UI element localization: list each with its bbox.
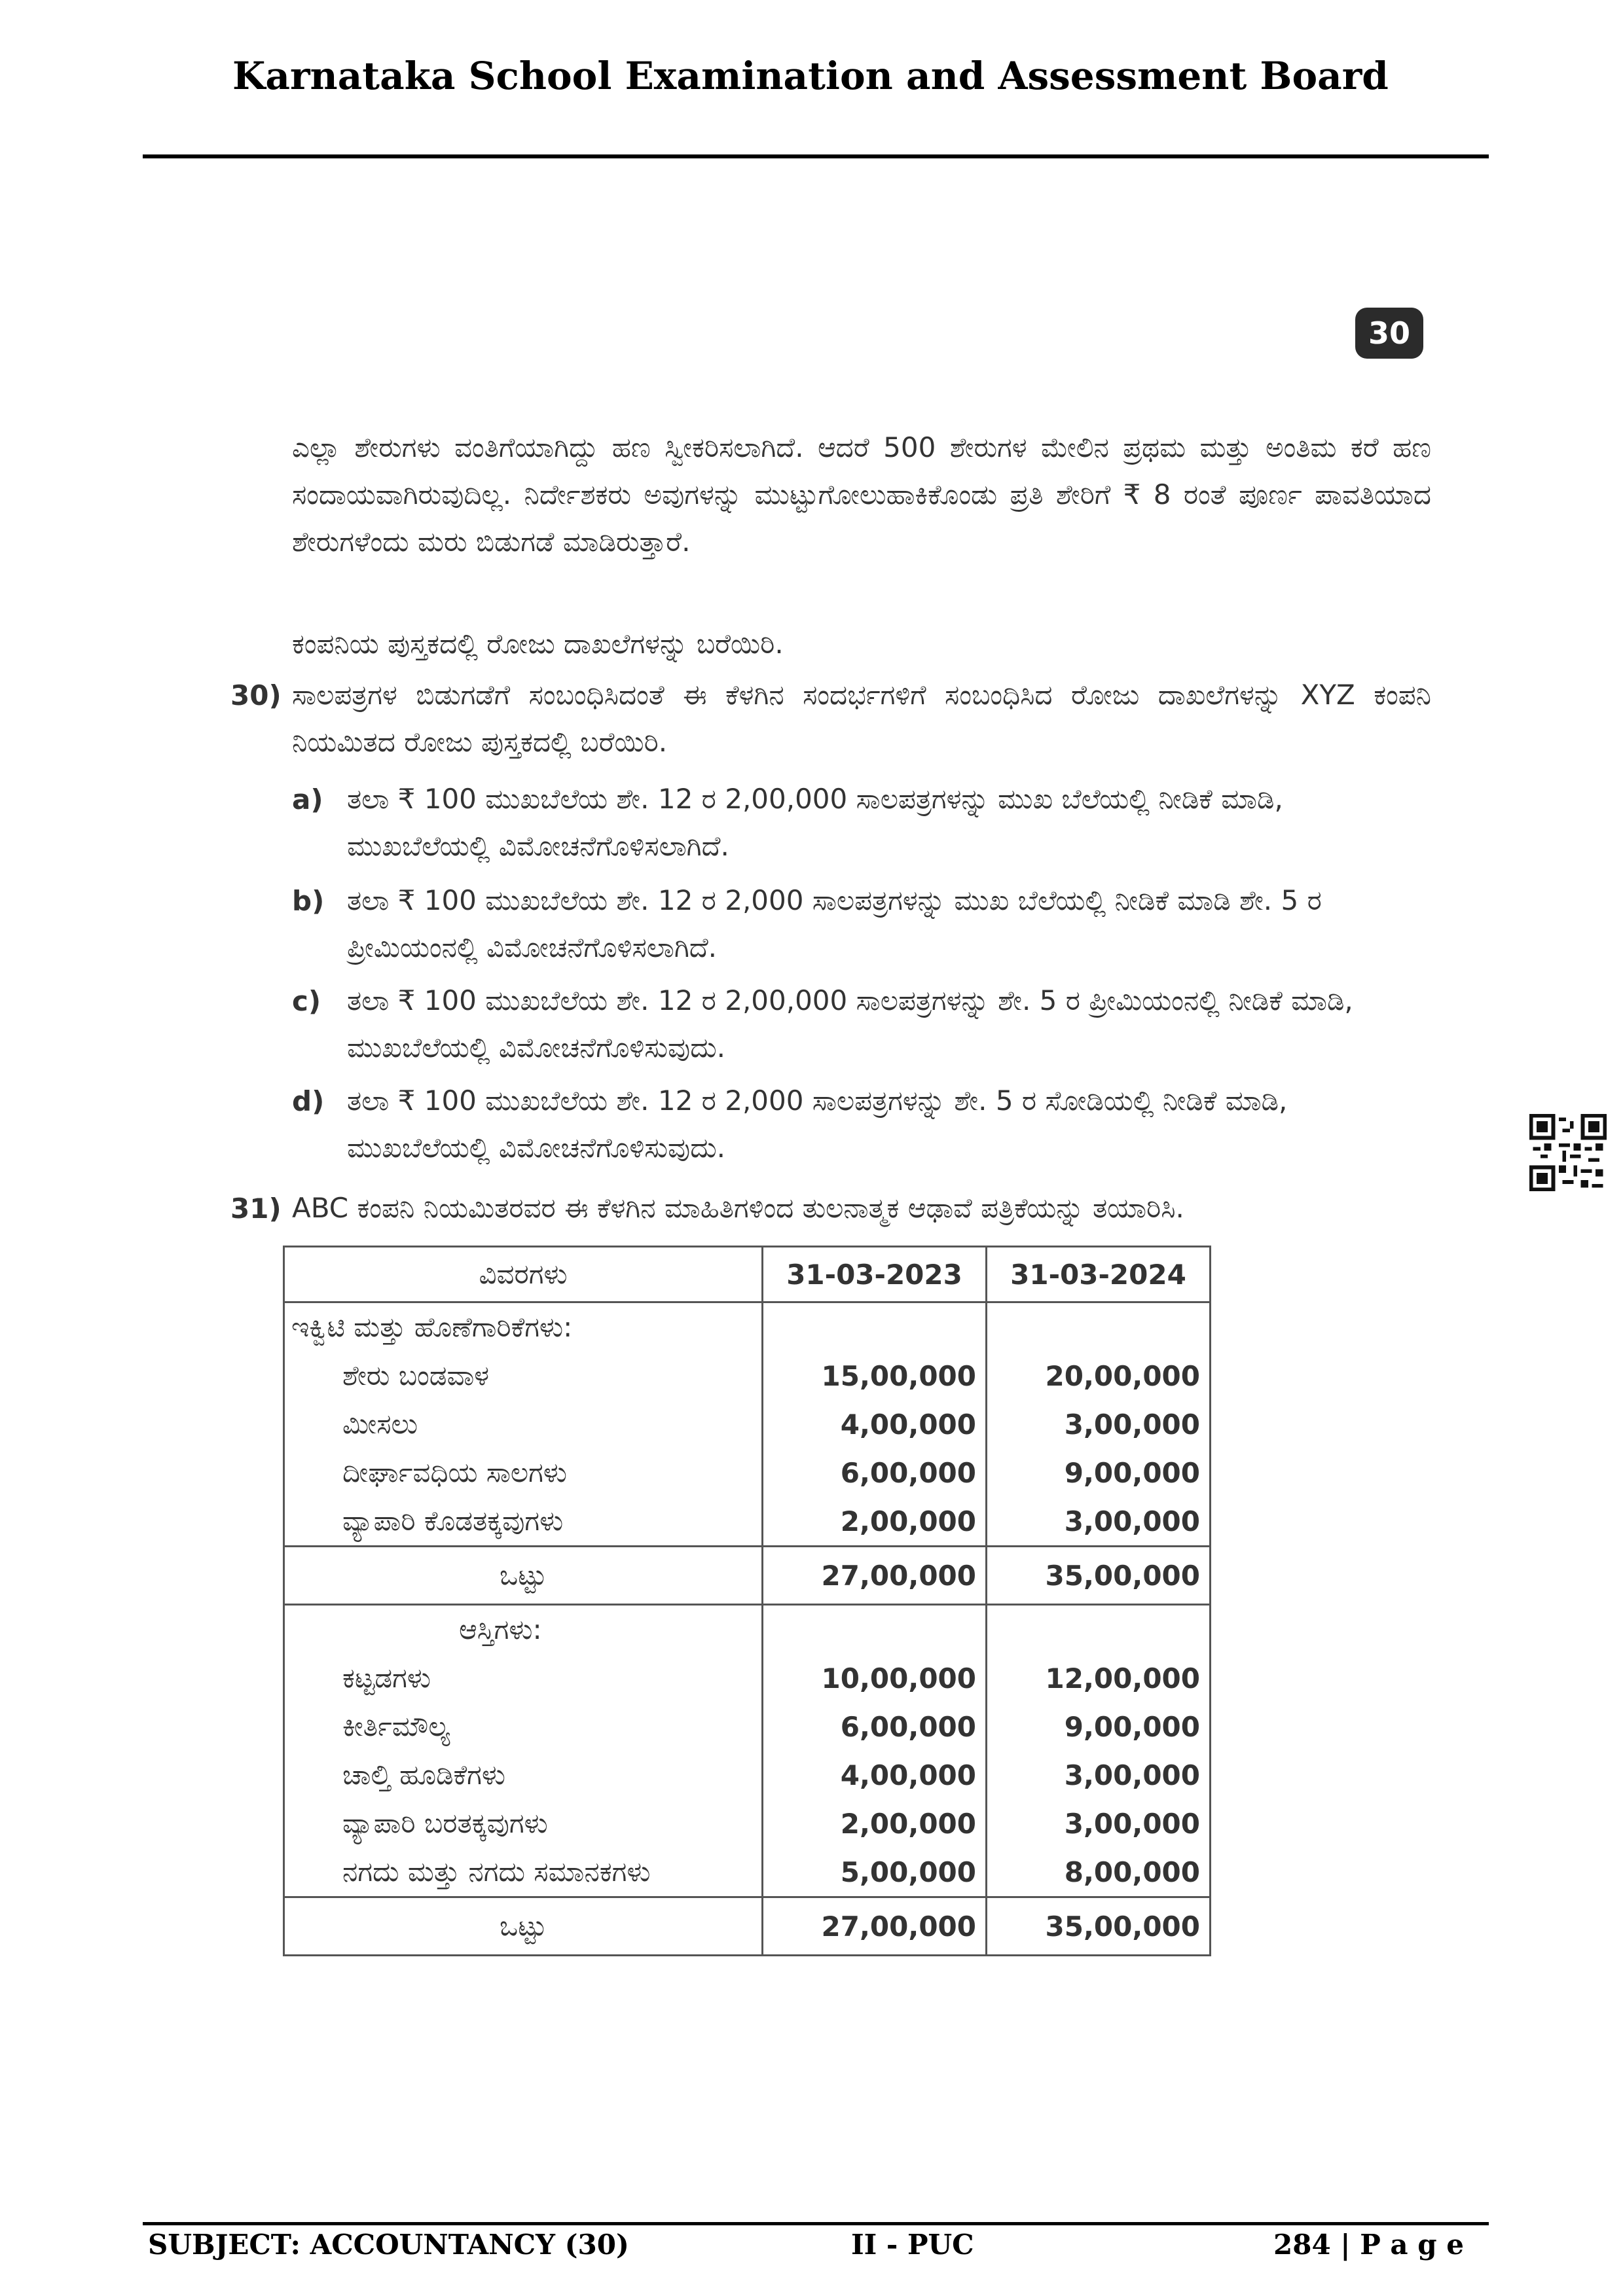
row-value-2024: 20,00,000 bbox=[987, 1352, 1211, 1400]
q30-part-c-text: ತಲಾ ₹ 100 ಮುಖಬೆಲೆಯ ಶೇ. 12 ರ 2,00,000 ಸಾಲಪತ್ರಗಳನ್ನು ಶೇ. 5 ರ ಪ್ರೀಮಿಯಂನಲ್ಲಿ ನೀಡಿಕೆ ಮಾಡಿ, ಮುಖಬೆಲೆಯಲ್ಲಿ ವಿಮೋಚನೆಗೊಳಿಸುವುದು. bbox=[347, 984, 1353, 1064]
row-label: ದೀರ್ಘಾವಧಿಯ ಸಾಲಗಳು bbox=[284, 1448, 763, 1497]
row-label: ವ್ಯಾಪಾರಿ ಬರತಕ್ಕವುಗಳು bbox=[284, 1799, 763, 1848]
row-value-2024: 9,00,000 bbox=[987, 1702, 1211, 1751]
total-value-2024: 35,00,000 bbox=[987, 1547, 1211, 1605]
footer-subject: SUBJECT: ACCOUNTANCY (30) bbox=[148, 2229, 629, 2261]
row-value-2023: 15,00,000 bbox=[763, 1352, 987, 1400]
row-value-2023: 6,00,000 bbox=[763, 1702, 987, 1751]
footer-class: II - PUC bbox=[851, 2229, 974, 2261]
question-31-text: ABC ಕಂಪನಿ ನಿಯಮಿತರವರ ಈ ಕೆಳಗಿನ ಮಾಹಿತಿಗಳಿಂದ ತುಲನಾತ್ಮಕ ಆಢಾವೆ ಪತ್ರಿಕೆಯನ್ನು ತಯಾರಿಸಿ. bbox=[292, 1192, 1184, 1224]
row-label: ಮೀಸಲು bbox=[284, 1400, 763, 1448]
total-label: ಒಟ್ಟು bbox=[284, 1547, 763, 1605]
row-value-2024: 3,00,000 bbox=[987, 1799, 1211, 1848]
table-row bbox=[284, 1654, 1211, 1702]
section-heading-row bbox=[284, 1302, 1211, 1352]
row-value-2023: 4,00,000 bbox=[763, 1400, 987, 1448]
header-2024: 31-03-2024 bbox=[987, 1247, 1211, 1302]
intro-instruction: ಕಂಪನಿಯ ಪುಸ್ತಕದಲ್ಲಿ ರೋಜು ದಾಖಲೆಗಳನ್ನು ಬರೆಯಿರಿ. bbox=[292, 628, 784, 660]
row-value-2024: 9,00,000 bbox=[987, 1448, 1211, 1497]
row-label: ಕೀರ್ತಿಮೌಲ್ಯ bbox=[284, 1702, 763, 1751]
row-label: ನಗದು ಮತ್ತು ನಗದು ಸಮಾನಕಗಳು bbox=[284, 1848, 763, 1897]
section-equity-liabilities-title: ಇಕ್ವಿಟಿ ಮತ್ತು ಹೊಣೆಗಾರಿಕೆಗಳು: bbox=[284, 1302, 763, 1352]
footer-page-number: 284 | P a g e bbox=[1273, 2229, 1464, 2261]
page-header-title: Karnataka School Examination and Assessment Board bbox=[232, 54, 1389, 98]
row-value-2023: 10,00,000 bbox=[763, 1654, 987, 1702]
q30-part-b-label: b) bbox=[292, 885, 325, 917]
qr-code-icon bbox=[1529, 1114, 1607, 1191]
q30-part-a-text: ತಲಾ ₹ 100 ಮುಖಬೆಲೆಯ ಶೇ. 12 ರ 2,00,000 ಸಾಲಪತ್ರಗಳನ್ನು ಮುಖ ಬೆಲೆಯಲ್ಲಿ ನೀಡಿಕೆ ಮಾಡಿ, ಮುಖಬೆಲೆಯಲ್ಲಿ ವಿಮೋಚನೆಗೊಳಿಸಲಾಗಿದೆ. bbox=[347, 783, 1283, 862]
total-row-liabilities bbox=[284, 1547, 1211, 1605]
row-value-2023: 5,00,000 bbox=[763, 1848, 987, 1897]
section-heading-row bbox=[284, 1605, 1211, 1655]
row-label: ಕಟ್ಟಡಗಳು bbox=[284, 1654, 763, 1702]
row-value-2023: 6,00,000 bbox=[763, 1448, 987, 1497]
row-value-2024: 3,00,000 bbox=[987, 1497, 1211, 1547]
total-value-2023: 27,00,000 bbox=[763, 1897, 987, 1956]
row-value-2023: 4,00,000 bbox=[763, 1751, 987, 1799]
row-value-2023: 2,00,000 bbox=[763, 1799, 987, 1848]
row-value-2024: 3,00,000 bbox=[987, 1400, 1211, 1448]
table-row bbox=[284, 1400, 1211, 1448]
table-row bbox=[284, 1751, 1211, 1799]
table-header-row bbox=[284, 1247, 1211, 1302]
footer-divider bbox=[143, 2222, 1489, 2225]
total-row-assets bbox=[284, 1897, 1211, 1956]
table-row bbox=[284, 1848, 1211, 1897]
table-row bbox=[284, 1702, 1211, 1751]
comparative-balance-sheet-table bbox=[283, 1246, 1211, 1956]
table-row bbox=[284, 1497, 1211, 1547]
row-label: ಚಾಲ್ತಿ ಹೂಡಿಕೆಗಳು bbox=[284, 1751, 763, 1799]
q30-part-d-label: d) bbox=[292, 1085, 325, 1117]
q30-part-c-label: c) bbox=[292, 985, 321, 1017]
question-31-number: 31) bbox=[230, 1193, 282, 1225]
table-row bbox=[284, 1448, 1211, 1497]
row-value-2024: 12,00,000 bbox=[987, 1654, 1211, 1702]
row-value-2024: 8,00,000 bbox=[987, 1848, 1211, 1897]
header-divider bbox=[143, 154, 1489, 158]
header-particulars: ವಿವರಗಳು bbox=[284, 1247, 763, 1302]
row-value-2023: 2,00,000 bbox=[763, 1497, 987, 1547]
intro-paragraph: ಎಲ್ಲಾ ಶೇರುಗಳು ವಂತಿಗೆಯಾಗಿದ್ದು ಹಣ ಸ್ವೀಕರಿಸಲಾಗಿದೆ. ಆದರೆ 500 ಶೇರುಗಳ ಮೇಲಿನ ಪ್ರಥಮ ಮತ್ತು ಅಂತಿಮ ಕರೆ ಹಣ ಸಂದಾಯವಾಗಿರುವುದಿಲ್ಲ. ನಿರ್ದೇಶಕರು ಅವುಗಳನ್ನು ಮುಟ್ಟುಗೋಲುಹಾಕಿಕೊಂಡು ಪ್ರತಿ ಶೇರಿಗೆ ₹ 8 ರಂತೆ ಪೂರ್ಣ ಪಾವತಿಯಾದ ಶೇರುಗಳೆಂದು ಮರು ಬಿಡುಗಡೆ ಮಾಡಿರುತ್ತಾರೆ. bbox=[292, 431, 1431, 558]
q30-part-d-text: ತಲಾ ₹ 100 ಮುಖಬೆಲೆಯ ಶೇ. 12 ರ 2,000 ಸಾಲಪತ್ರಗಳನ್ನು ಶೇ. 5 ರ ಸೋಡಿಯಲ್ಲಿ ನೀಡಿಕೆ ಮಾಡಿ, ಮುಖಬೆಲೆಯಲ್ಲಿ ವಿಮೋಚನೆಗೊಳಿಸುವುದು. bbox=[347, 1085, 1288, 1164]
total-label: ಒಟ್ಟು bbox=[284, 1897, 763, 1956]
section-assets-title: ಆಸ್ತಿಗಳು: bbox=[284, 1605, 763, 1655]
row-value-2024: 3,00,000 bbox=[987, 1751, 1211, 1799]
total-value-2024: 35,00,000 bbox=[987, 1897, 1211, 1956]
table-row bbox=[284, 1352, 1211, 1400]
table-row bbox=[284, 1799, 1211, 1848]
header-2023: 31-03-2023 bbox=[763, 1247, 987, 1302]
total-value-2023: 27,00,000 bbox=[763, 1547, 987, 1605]
row-label: ಶೇರು ಬಂಡವಾಳ bbox=[284, 1352, 763, 1400]
question-30-text: ಸಾಲಪತ್ರಗಳ ಬಿಡುಗಡೆಗೆ ಸಂಬಂಧಿಸಿದಂತೆ ಈ ಕೆಳಗಿನ ಸಂದರ್ಭಗಳಿಗೆ ಸಂಬಂಧಿಸಿದ ರೋಜು ದಾಖಲೆಗಳನ್ನು XYZ ಕಂಪನಿ ನಿಯಮಿತದ ರೋಜು ಪುಸ್ತಕದಲ್ಲಿ ಬರೆಯಿರಿ. bbox=[292, 679, 1431, 758]
q30-part-a-label: a) bbox=[292, 783, 323, 816]
row-label: ವ್ಯಾಪಾರಿ ಕೊಡತಕ್ಕವುಗಳು bbox=[284, 1497, 763, 1547]
question-30-number: 30) bbox=[230, 679, 282, 711]
page-badge: 30 bbox=[1355, 308, 1423, 359]
q30-part-b-text: ತಲಾ ₹ 100 ಮುಖಬೆಲೆಯ ಶೇ. 12 ರ 2,000 ಸಾಲಪತ್ರಗಳನ್ನು ಮುಖ ಬೆಲೆಯಲ್ಲಿ ನೀಡಿಕೆ ಮಾಡಿ ಶೇ. 5 ರ ಪ್ರೀಮಿಯಂನಲ್ಲಿ ವಿಮೋಚನೆಗೊಳಿಸಲಾಗಿದೆ. bbox=[347, 884, 1322, 963]
